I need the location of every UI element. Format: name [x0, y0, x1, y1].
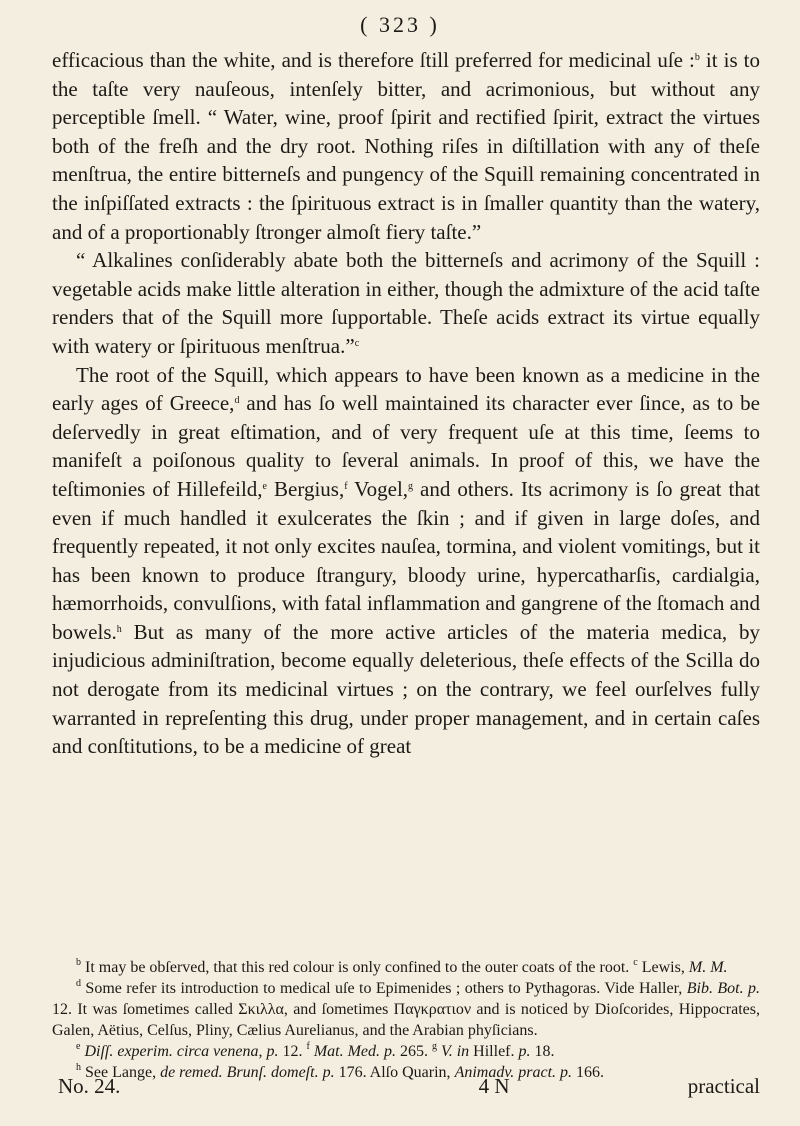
text-run: efficacious than the white, and is therefore ſtill preferred for medicinal uſe : — [52, 48, 695, 72]
footnote-marker: h — [116, 623, 122, 635]
paragraph — [52, 361, 760, 761]
text-run: 12. — [278, 1043, 307, 1060]
text-run: de remed. Brunſ. domeſt. p. — [160, 1064, 335, 1081]
footnote-marker: e — [262, 480, 267, 492]
text-run: 166. — [572, 1064, 605, 1081]
footnote-marker: g — [408, 480, 414, 492]
text-run: and has ſo well maintained its character ever ſince, as to be deſervedly in great eſtimation, and of very frequent uſe at this time, ſeems to manifeſt a poiſonous quality to ſeveral animals. In proof of this, we have the teſtimonies of Hillefeild, — [52, 391, 761, 501]
paragraph — [52, 246, 760, 360]
signature-mark: 4 N — [478, 1074, 510, 1098]
text-run: it is to the taſte very nauſeous, intenſely bitter, and acrimonious, but without any perceptible ſmell. “ Water, wine, proof ſpirit and rectified ſpirit, extract the virtues both of the freſh and the dry root. Nothing riſes in diſtillation with any of theſe menſtrua, the entire bitterneſs and pungency of the Squill remaining concentrated in the inſpiſſated extracts : the ſpirituous extract is in ſmaller quantity than the watery, and of a proportionably ſtronger almoſt fiery taſte.” — [52, 48, 760, 244]
footnote-marker: f — [344, 480, 348, 492]
text-run: Mat. Med. p. — [313, 1043, 397, 1060]
text-run: Lewis, — [637, 959, 689, 976]
text-run: V. in — [441, 1043, 470, 1060]
text-run: “ Alkalines conſiderably abate both the bitterneſs and acrimony of the Squill : vegetable acids make little alteration in either, though the admixture of the acid taſte renders that of the Squill more ſupportable. Theſe acids extract its virtue equally with watery or ſpirituous menſtrua.” — [52, 248, 760, 358]
footnote — [52, 957, 760, 978]
text-run: M. M. — [688, 959, 728, 976]
footnote-marker: h — [76, 1062, 81, 1073]
footnote-marker: c — [354, 337, 360, 349]
footnotes — [52, 957, 760, 1083]
page-number: ( 323 ) — [360, 12, 440, 37]
text-run: Diſſ. experim. circa venena, p. — [84, 1043, 279, 1060]
text-run: 18. — [530, 1043, 555, 1060]
text-run: 265. — [396, 1043, 433, 1060]
footnote — [52, 978, 760, 1041]
text-run: But as many of the more active articles of the materia medica, by injudicious adminiſtration, become equally deleterious, theſe effects of the Scilla do not derogate from its medicinal virtues ; on the contrary, we feel ourſelves fully warranted in repreſenting this drug, under proper management, and in certain caſes and conſtitutions, to be a medicine of great — [52, 619, 760, 759]
footnote-marker: d — [234, 395, 240, 407]
text-run: 12. It was ſometimes called Σκιλλα, and ſometimes Παγκρατιον and is noticed by Dioſcorides, Hippocrates, Galen, Aëtius, Celſus, Pliny, Cælius Aurelianus, and the Arabian phyſicians. — [52, 1001, 760, 1039]
text-run: p. — [518, 1043, 531, 1060]
footnote-marker: e — [76, 1041, 81, 1052]
text-run: and others. Its acrimony is ſo great that even if much handled it exulcerates the ſkin ; and if given in large doſes, and frequently repeated, it not only excites nauſea, tormina, and violent vomitings, but it has been known to produce ſtrangury, bloody urine, hypercatharſis, cardialgia, hæmorrhoids, convulſions, with fatal inflammation and gangrene of the ſtomach and bowels. — [52, 476, 761, 644]
text-run: Hillef. — [469, 1043, 519, 1060]
footnote-marker: g — [432, 1041, 438, 1052]
footnote-marker: b — [694, 52, 700, 63]
page-footer — [58, 1074, 760, 1099]
paragraph — [52, 46, 760, 246]
footnote-marker: d — [76, 978, 81, 989]
text-run: Some refer its introduction to medical uſe to Epimenides ; others to Pythagoras. Vide Haller, — [81, 980, 687, 997]
main-text — [52, 46, 760, 761]
text-run: The root of the Squill, which appears to have been known as a medicine in the early ages of Greece, — [52, 362, 760, 416]
text-run: Bergius, — [267, 476, 345, 501]
text-run: Bib. Bot. p. — [686, 980, 761, 997]
footnote-marker: c — [633, 957, 638, 968]
text-run: See Lange, — [81, 1064, 161, 1081]
catchword: practical — [687, 1074, 760, 1098]
footnote-marker: f — [306, 1041, 310, 1052]
text-run: Vogel, — [347, 476, 409, 501]
issue-number: No. 24. — [58, 1074, 121, 1098]
text-run: 176. Alſo Quarin, — [334, 1064, 455, 1081]
text-run: Animadv. pract. p. — [454, 1064, 573, 1081]
footnote-marker: b — [76, 957, 81, 968]
text-run: It may be obſerved, that this red colour is only confined to the outer coats of the root. — [81, 959, 634, 976]
footnote — [52, 1041, 760, 1062]
